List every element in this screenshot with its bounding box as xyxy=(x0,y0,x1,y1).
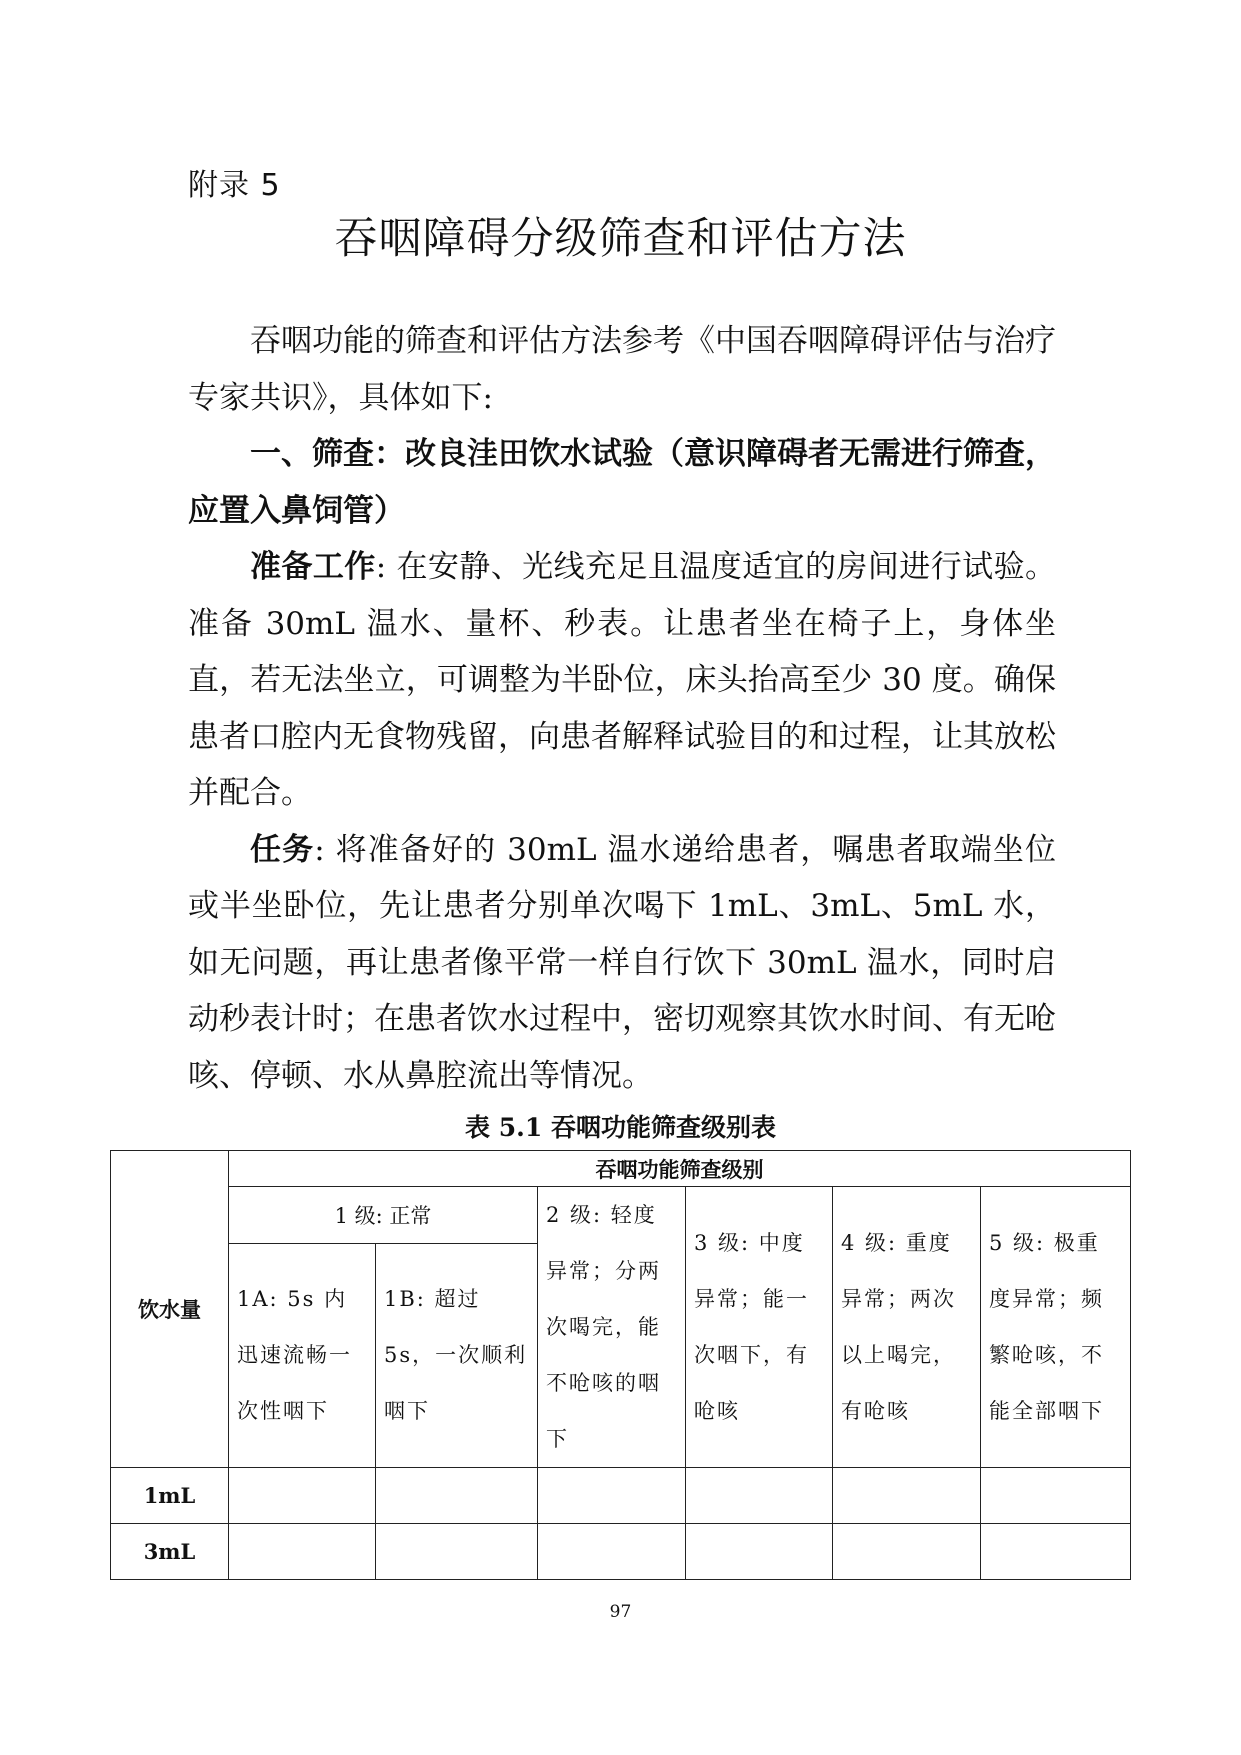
prep-label: 准备工作 xyxy=(250,549,376,585)
table-cell xyxy=(229,1468,376,1524)
table-cell xyxy=(981,1524,1131,1580)
level2-header: 2 级: 轻度异常；分两次喝完，能不呛咳的咽下 xyxy=(538,1187,686,1468)
screening-level-table xyxy=(110,1150,1131,1580)
task-text: : 将准备好的 30mL 温水递给患者，嘱患者取端坐位或半坐卧位，先让患者分别单次喝下 1mL、3mL、5mL 水，如无问题，再让患者像平常一样自行饮下 30mL 温水，同时启动秒表计时；在患者饮水过程中，密切观察其饮水时间、有无呛咳、停顿、水从鼻腔流出等情况。 xyxy=(188,831,1057,1094)
level4-header: 4 级: 重度异常；两次以上喝完，有呛咳 xyxy=(833,1187,981,1468)
row-label-3ml: 3mL xyxy=(111,1524,229,1580)
table-cell xyxy=(833,1524,981,1580)
body-text xyxy=(188,313,1056,1104)
intro-paragraph: 吞咽功能的筛查和评估方法参考《中国吞咽障碍评估与治疗专家共识》，具体如下: xyxy=(188,323,1056,416)
row-header: 饮水量 xyxy=(111,1151,229,1468)
task-paragraph xyxy=(188,822,1056,1105)
table-row xyxy=(111,1524,1131,1580)
level1a-header: 1A: 5s 内迅速流畅一次性咽下 xyxy=(229,1243,376,1467)
table-cell xyxy=(686,1468,833,1524)
prep-text: : 在安静、光线充足且温度适宜的房间进行试验。准备 30mL 温水、量杯、秒表。让患者坐在椅子上，身体坐直，若无法坐立，可调整为半卧位，床头抬高至少 30 度。确保患者口腔内无食物残留，向患者解释试验目的和过程，让其放松并配合。 xyxy=(188,549,1057,811)
level1-header: 1 级: 正常 xyxy=(229,1187,538,1244)
table-caption: 表 5.1 吞咽功能筛查级别表 xyxy=(465,1113,776,1142)
page-title: 吞咽障碍分级筛查和评估方法 xyxy=(334,214,907,264)
table-cell xyxy=(538,1468,686,1524)
table-row xyxy=(111,1468,1131,1524)
table-cell xyxy=(833,1468,981,1524)
level1b-header: 1B: 超过 5s，一次顺利咽下 xyxy=(376,1243,538,1467)
table-cell xyxy=(981,1468,1131,1524)
table-cell xyxy=(686,1524,833,1580)
task-label: 任务 xyxy=(250,831,315,868)
row-label-1ml: 1mL xyxy=(111,1468,229,1524)
page-number: 97 xyxy=(609,1602,632,1622)
level3-header: 3 级: 中度异常；能一次咽下，有呛咳 xyxy=(686,1187,833,1468)
section1-heading: 一、筛查：改良洼田饮水试验（意识障碍者无需进行筛查，应置入鼻饲管） xyxy=(188,436,1056,529)
table-cell xyxy=(538,1524,686,1580)
table-cell xyxy=(376,1524,538,1580)
table-cell xyxy=(376,1468,538,1524)
prep-paragraph xyxy=(188,539,1056,822)
group-header: 吞咽功能筛查级别 xyxy=(229,1151,1131,1187)
level5-header: 5 级: 极重度异常；频繁呛咳，不能全部咽下 xyxy=(981,1187,1131,1468)
appendix-label: 附录 5 xyxy=(188,168,281,203)
table-cell xyxy=(229,1524,376,1580)
